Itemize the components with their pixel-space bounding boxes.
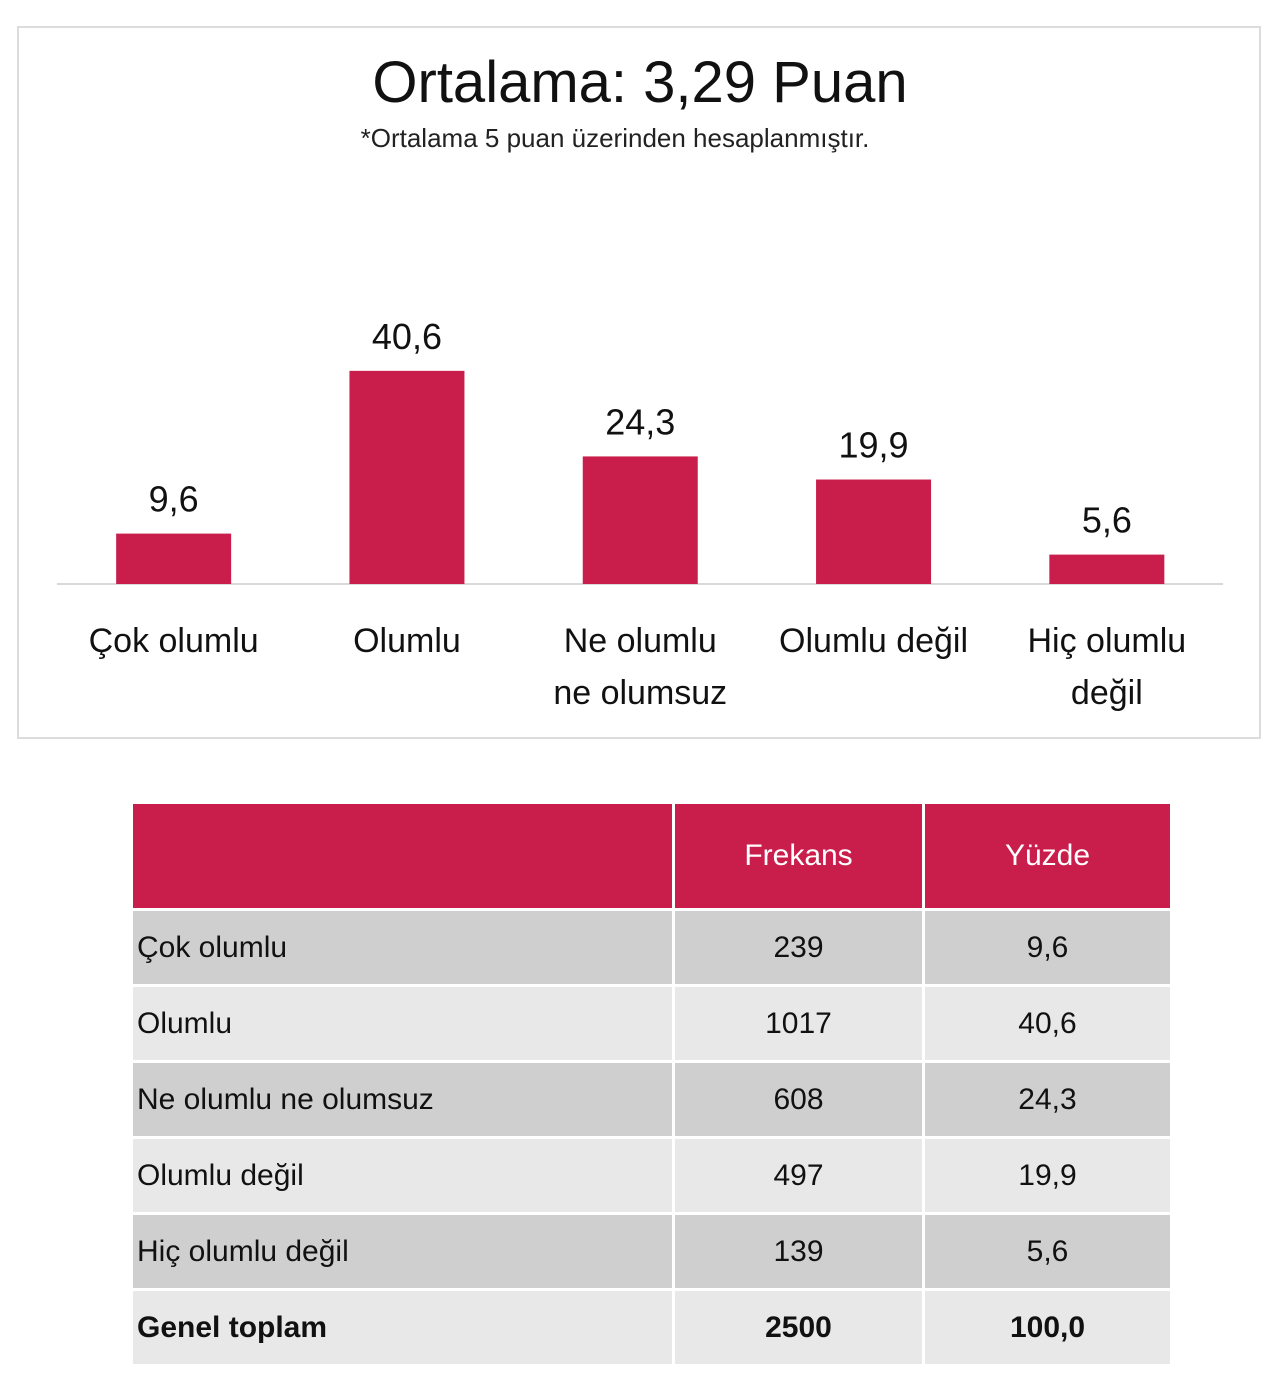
- chart-subtitle: *Ortalama 5 puan üzerinden hesaplanmıştır.: [360, 123, 870, 153]
- bar: [583, 456, 698, 584]
- bar: [116, 534, 231, 584]
- bar: [349, 371, 464, 584]
- x-tick-label: Çok olumlu: [88, 622, 259, 660]
- x-tick-label: Ne olumlu: [563, 622, 717, 660]
- header-yuzde: Yüzde: [924, 803, 1172, 910]
- row-yuzde: 5,6: [924, 1214, 1172, 1290]
- row-frekans: 497: [674, 1138, 924, 1214]
- table-row: [132, 1138, 1172, 1214]
- row-label: Olumlu: [132, 986, 674, 1062]
- row-frekans: 239: [674, 910, 924, 986]
- total-yuzde: 100,0: [924, 1290, 1172, 1366]
- row-label: Hiç olumlu değil: [132, 1214, 674, 1290]
- data-label: 24,3: [605, 401, 676, 443]
- table-header-row: [132, 803, 1172, 910]
- row-yuzde: 40,6: [924, 986, 1172, 1062]
- x-tick-label: değil: [1070, 674, 1143, 712]
- row-frekans: 608: [674, 1062, 924, 1138]
- row-label: Çok olumlu: [132, 910, 674, 986]
- bar: [816, 480, 931, 584]
- data-label: 9,6: [148, 478, 199, 520]
- table-total-row: [132, 1290, 1172, 1366]
- x-tick-label: Olumlu: [353, 622, 461, 660]
- data-label: 5,6: [1081, 499, 1132, 541]
- x-tick-label: ne olumsuz: [553, 674, 728, 712]
- table-row: [132, 910, 1172, 986]
- data-label: 40,6: [371, 315, 442, 357]
- data-table: [130, 801, 1173, 1367]
- table-row: [132, 1214, 1172, 1290]
- row-frekans: 1017: [674, 986, 924, 1062]
- row-label: Olumlu değil: [132, 1138, 674, 1214]
- row-yuzde: 19,9: [924, 1138, 1172, 1214]
- data-label: 19,9: [838, 424, 909, 466]
- header-frekans: Frekans: [674, 803, 924, 910]
- row-yuzde: 24,3: [924, 1062, 1172, 1138]
- table-row: [132, 1062, 1172, 1138]
- x-tick-label: Olumlu değil: [779, 622, 969, 660]
- row-yuzde: 9,6: [924, 910, 1172, 986]
- x-tick-label: Hiç olumlu: [1027, 622, 1187, 660]
- bar: [1049, 555, 1164, 584]
- row-frekans: 139: [674, 1214, 924, 1290]
- row-label: Ne olumlu ne olumsuz: [132, 1062, 674, 1138]
- total-label: Genel toplam: [132, 1290, 674, 1366]
- table-row: [132, 986, 1172, 1062]
- total-frekans: 2500: [674, 1290, 924, 1366]
- header-label: [132, 803, 674, 910]
- chart-title: Ortalama: 3,29 Puan: [372, 50, 908, 115]
